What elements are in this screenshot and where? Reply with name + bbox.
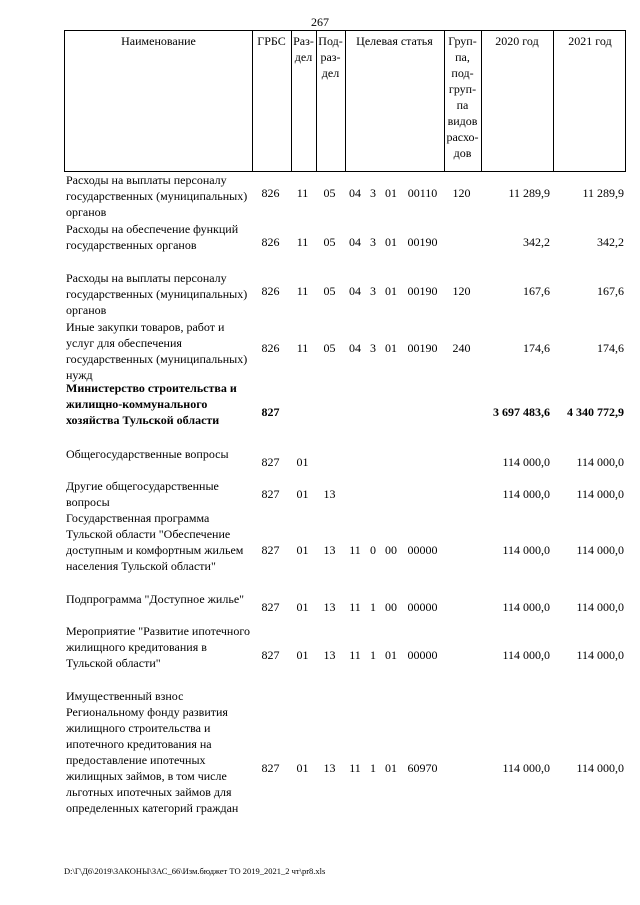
- row-podrazdel: 13: [323, 761, 336, 775]
- row-name: Общегосударственные вопросы: [66, 447, 229, 461]
- row-razdel: 01: [296, 600, 309, 614]
- row-2021: 342,2: [597, 235, 624, 249]
- row-target-1: 11: [349, 761, 361, 775]
- row-podrazdel: 05: [323, 186, 336, 200]
- row-name: Расходы на выплаты персоналу государственных (муниципальных) органов: [66, 271, 248, 317]
- row-grbs: 826: [261, 341, 280, 355]
- row-2020: 114 000,0: [502, 761, 550, 775]
- row-target-1: 04: [349, 186, 361, 200]
- header-2021: 2021 год: [568, 34, 612, 48]
- row-target-4: 00190: [407, 284, 438, 298]
- row-name: Министерство строительства и жилищно-коммунального хозяйства Тульской области: [66, 381, 237, 427]
- footer-file-path: D:\Г\Д6\2019\ЗАКОНЫ\ЗАС_66\Изм.бюджет ТО 2019_2021_2 чт\pr8.xls: [64, 866, 326, 876]
- table-row: [64, 380, 626, 430]
- header-grbs: ГРБС: [257, 34, 286, 48]
- row-razdel: 01: [296, 648, 309, 662]
- row-target-4: 00000: [407, 648, 438, 662]
- header-razdel: Раз- дел: [293, 34, 314, 64]
- row-grbs: 827: [261, 600, 280, 614]
- row-target-1: 04: [349, 235, 361, 249]
- row-grbs: 826: [261, 284, 280, 298]
- table-row: [64, 688, 626, 832]
- table-row: [64, 319, 626, 383]
- row-podrazdel: 05: [323, 284, 336, 298]
- row-name: Расходы на выплаты персоналу государственных (муниципальных) органов: [66, 173, 248, 219]
- row-razdel: 01: [296, 543, 309, 557]
- row-razdel: 01: [296, 455, 309, 469]
- table-row: [64, 446, 626, 470]
- row-target-1: 04: [349, 284, 361, 298]
- row-podrazdel: 13: [323, 487, 336, 501]
- page-number: 267: [311, 15, 329, 29]
- row-razdel: 11: [296, 235, 309, 249]
- header-group: Груп- па, под- груп- па видов расхо- дов: [446, 34, 479, 160]
- header-podrazdel: Под- раз- дел: [318, 34, 343, 80]
- row-group: 120: [452, 284, 471, 298]
- row-name: Иные закупки товаров, работ и услуг для обеспечения государственных (муниципальных) нужд: [66, 320, 248, 382]
- row-target-2: 3: [370, 284, 376, 298]
- row-razdel: 11: [296, 341, 309, 355]
- table-header: [64, 30, 626, 172]
- row-razdel: 11: [296, 186, 309, 200]
- table-row: [64, 221, 626, 269]
- row-grbs: 827: [261, 405, 280, 419]
- row-target-1: 04: [349, 341, 361, 355]
- row-target-4: 00000: [407, 543, 438, 557]
- row-target-3: 01: [385, 761, 397, 775]
- row-target-3: 01: [385, 341, 397, 355]
- row-name: Подпрограмма "Доступное жилье": [66, 592, 245, 606]
- row-razdel: 11: [296, 284, 309, 298]
- row-target-2: 3: [370, 235, 376, 249]
- header-name: Наименование: [121, 34, 196, 48]
- row-grbs: 826: [261, 235, 280, 249]
- row-target-2: 1: [370, 761, 376, 775]
- row-razdel: 01: [296, 761, 309, 775]
- header-target: Целевая статья: [356, 34, 433, 48]
- row-target-1: 11: [349, 600, 361, 614]
- row-2021: 114 000,0: [576, 761, 624, 775]
- row-target-2: 3: [370, 186, 376, 200]
- row-2020: 114 000,0: [502, 648, 550, 662]
- row-group: 240: [452, 341, 471, 355]
- row-2020: 114 000,0: [502, 543, 550, 557]
- table-row: [64, 591, 626, 623]
- row-target-2: 0: [370, 543, 376, 557]
- row-target-2: 1: [370, 600, 376, 614]
- row-podrazdel: 05: [323, 235, 336, 249]
- row-grbs: 827: [261, 455, 280, 469]
- row-2020: 167,6: [523, 284, 550, 298]
- row-grbs: 827: [261, 761, 280, 775]
- row-target-4: 00000: [407, 600, 438, 614]
- row-name: Расходы на обеспечение функций государственных органов: [66, 222, 239, 252]
- row-2021: 114 000,0: [576, 455, 624, 469]
- row-target-4: 00190: [407, 235, 438, 249]
- row-grbs: 827: [261, 543, 280, 557]
- row-target-3: 00: [385, 600, 397, 614]
- row-name: Государственная программа Тульской области "Обеспечение доступным и комфортным жильем населения Тульской области": [66, 511, 244, 573]
- row-2020: 11 289,9: [508, 186, 550, 200]
- row-target-3: 00: [385, 543, 397, 557]
- row-2020: 342,2: [523, 235, 550, 249]
- row-target-3: 01: [385, 284, 397, 298]
- table-row: [64, 172, 626, 220]
- row-target-1: 11: [349, 543, 361, 557]
- row-2021: 11 289,9: [582, 186, 624, 200]
- row-name: Другие общегосударственные вопросы: [66, 479, 219, 509]
- row-target-4: 00110: [407, 186, 438, 200]
- row-target-3: 01: [385, 235, 397, 249]
- table-row: [64, 510, 626, 590]
- row-2021: 174,6: [597, 341, 624, 355]
- row-2021: 114 000,0: [576, 648, 624, 662]
- row-name: Мероприятие "Развитие ипотечного жилищного кредитования в Тульской области": [66, 624, 250, 670]
- row-target-4: 00190: [407, 341, 438, 355]
- row-podrazdel: 13: [323, 600, 336, 614]
- row-podrazdel: 13: [323, 543, 336, 557]
- row-grbs: 827: [261, 648, 280, 662]
- row-2020: 174,6: [523, 341, 550, 355]
- header-2020: 2020 год: [495, 34, 539, 48]
- row-target-2: 3: [370, 341, 376, 355]
- row-2021: 4 340 772,9: [567, 405, 624, 419]
- row-name: Имущественный взнос Региональному фонду развития жилищного строительства и ипотечного кредитования на предоставление ипотечных жилищных займов, в том числе льготных ипотечных займов для определенных категорий граждан: [66, 689, 239, 815]
- row-grbs: 827: [261, 487, 280, 501]
- row-target-4: 60970: [407, 761, 438, 775]
- row-2020: 114 000,0: [502, 455, 550, 469]
- row-2021: 114 000,0: [576, 543, 624, 557]
- row-razdel: 01: [296, 487, 309, 501]
- row-target-3: 01: [385, 648, 397, 662]
- table-row: [64, 478, 626, 510]
- row-group: 120: [452, 186, 471, 200]
- row-2021: 167,6: [597, 284, 624, 298]
- row-podrazdel: 05: [323, 341, 336, 355]
- row-2020: 3 697 483,6: [493, 405, 550, 419]
- table-row: [64, 623, 626, 687]
- row-target-1: 11: [349, 648, 361, 662]
- row-2021: 114 000,0: [576, 600, 624, 614]
- row-2020: 114 000,0: [502, 600, 550, 614]
- table-row: [64, 270, 626, 318]
- row-2020: 114 000,0: [502, 487, 550, 501]
- row-2021: 114 000,0: [576, 487, 624, 501]
- row-target-3: 01: [385, 186, 397, 200]
- row-target-2: 1: [370, 648, 376, 662]
- row-grbs: 826: [261, 186, 280, 200]
- row-podrazdel: 13: [323, 648, 336, 662]
